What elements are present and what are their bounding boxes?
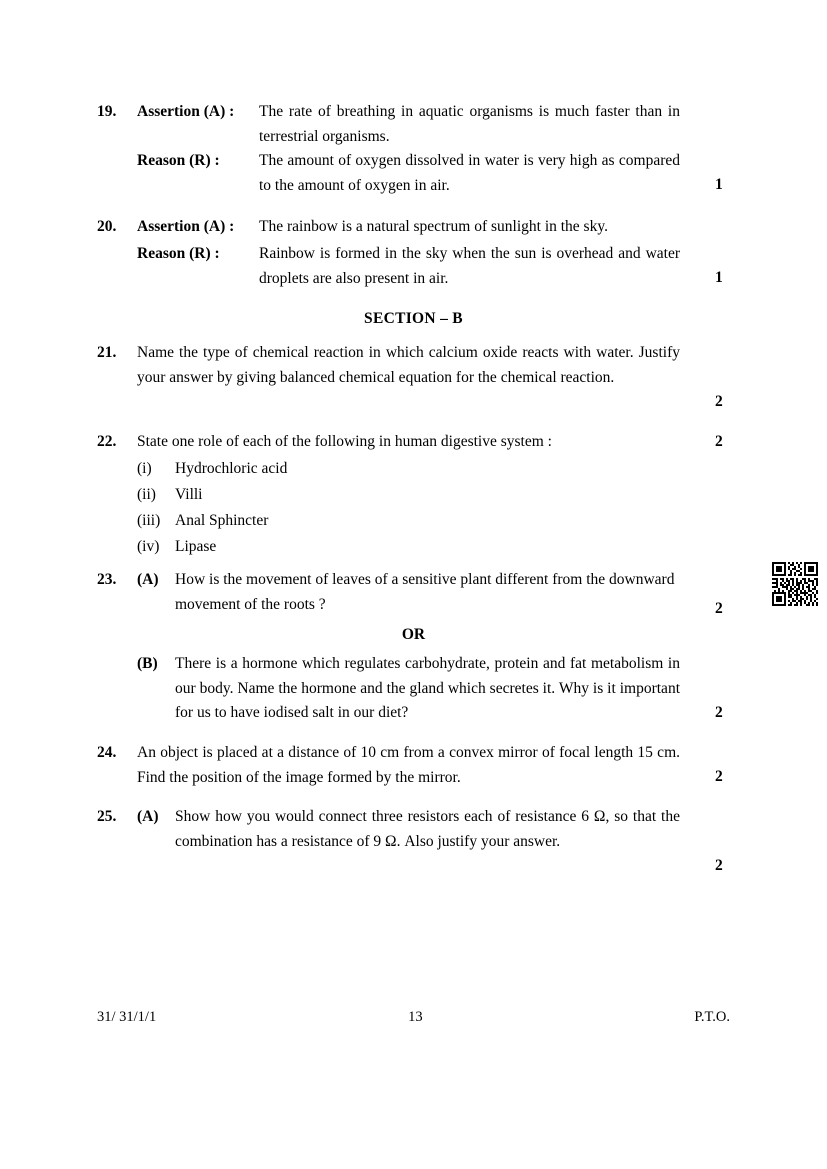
question-23-option-b-marks: 2 bbox=[715, 704, 723, 721]
question-22-subitem-ii-text: Villi bbox=[175, 486, 203, 503]
question-22-number: 22. bbox=[97, 433, 117, 450]
question-19-reason-label: Reason (R) : bbox=[137, 152, 220, 169]
question-25-option-a-text: Show how you would connect three resistors each of resistance 6 Ω, so that the combination has a resistance of 9 Ω. Also justify your answer. bbox=[175, 808, 680, 850]
question-20-assertion-row bbox=[97, 215, 680, 240]
question-23-option-b-row bbox=[97, 652, 680, 726]
question-19-assertion-label: Assertion (A) : bbox=[137, 103, 235, 120]
question-22-subitem-iv-text: Lipase bbox=[175, 538, 217, 555]
question-22-subitem-iv-marker: (iv) bbox=[137, 538, 160, 555]
question-24-text: An object is placed at a distance of 10 cm from a convex mirror of focal length 15 cm. Find the position of the image formed by the mirror. bbox=[137, 744, 680, 786]
question-22-subitem-iv bbox=[137, 534, 537, 560]
question-19-assertion-row bbox=[97, 100, 680, 149]
question-20-reason-row bbox=[97, 242, 680, 291]
question-23-option-a-marks: 2 bbox=[715, 600, 723, 617]
question-19-reason-row bbox=[97, 149, 680, 198]
question-20-reason-label: Reason (R) : bbox=[137, 245, 220, 262]
question-23-option-a-text: How is the movement of leaves of a sensitive plant different from the downward movement of the roots ? bbox=[175, 571, 675, 613]
question-23-option-a-row bbox=[97, 568, 680, 617]
question-24-marks: 2 bbox=[715, 768, 723, 785]
question-22-subitem-ii bbox=[137, 482, 537, 508]
question-22-subitem-iii-text: Anal Sphincter bbox=[175, 512, 269, 529]
question-25-option-a-marks: 2 bbox=[715, 857, 723, 874]
question-25-option-a-label: (A) bbox=[137, 808, 159, 825]
page-footer bbox=[97, 1009, 730, 1026]
question-21-row bbox=[97, 341, 680, 390]
qr-code-icon bbox=[772, 562, 818, 606]
page-number: 13 bbox=[408, 1009, 423, 1025]
question-22-subitem-i bbox=[137, 456, 537, 482]
question-22-row bbox=[97, 430, 680, 455]
question-25-number: 25. bbox=[97, 808, 117, 825]
question-20-marks: 1 bbox=[715, 269, 723, 286]
question-24-number: 24. bbox=[97, 744, 117, 761]
question-19-reason-text: The amount of oxygen dissolved in water is very high as compared to the amount of oxygen in air. bbox=[259, 152, 680, 194]
question-22-text: State one role of each of the following in human digestive system : bbox=[137, 433, 552, 450]
question-20-number: 20. bbox=[97, 218, 117, 235]
question-23-option-a-label: (A) bbox=[137, 571, 159, 588]
question-23-number: 23. bbox=[97, 571, 117, 588]
question-23-or-label: OR bbox=[401, 626, 426, 643]
paper-code: 31/ 31/1/1 bbox=[97, 1009, 157, 1025]
question-20-assertion-label: Assertion (A) : bbox=[137, 218, 235, 235]
question-22-marks: 2 bbox=[715, 433, 723, 450]
question-22-subitem-i-text: Hydrochloric acid bbox=[175, 460, 288, 477]
question-22-subitem-iii bbox=[137, 508, 537, 534]
question-19-number: 19. bbox=[97, 103, 117, 120]
question-23-option-b-label: (B) bbox=[137, 655, 158, 672]
question-25-option-a-row bbox=[97, 805, 680, 854]
question-19-marks: 1 bbox=[715, 176, 723, 193]
section-b-heading: SECTION – B bbox=[364, 310, 463, 327]
question-22-subitem-ii-marker: (ii) bbox=[137, 486, 156, 503]
question-23-option-b-text: There is a hormone which regulates carbohydrate, protein and fat metabolism in our body. Name the hormone and the gland which secretes it. Why is it important for us to have iodised salt in our diet? bbox=[175, 655, 680, 721]
question-22-subitem-i-marker: (i) bbox=[137, 460, 152, 477]
question-20-reason-text: Rainbow is formed in the sky when the sun is overhead and water droplets are also present in air. bbox=[259, 245, 680, 287]
question-19-assertion-text: The rate of breathing in aquatic organisms is much faster than in terrestrial organisms. bbox=[259, 103, 680, 145]
question-21-number: 21. bbox=[97, 344, 117, 361]
question-22-subitem-iii-marker: (iii) bbox=[137, 512, 161, 529]
pto-label: P.T.O. bbox=[694, 1009, 730, 1025]
question-24-row bbox=[97, 741, 680, 790]
question-21-text: Name the type of chemical reaction in which calcium oxide reacts with water. Justify your answer by giving balanced chemical equation for the chemical reaction. bbox=[137, 344, 680, 386]
question-20-assertion-text: The rainbow is a natural spectrum of sunlight in the sky. bbox=[259, 218, 608, 235]
question-21-marks: 2 bbox=[715, 393, 723, 410]
